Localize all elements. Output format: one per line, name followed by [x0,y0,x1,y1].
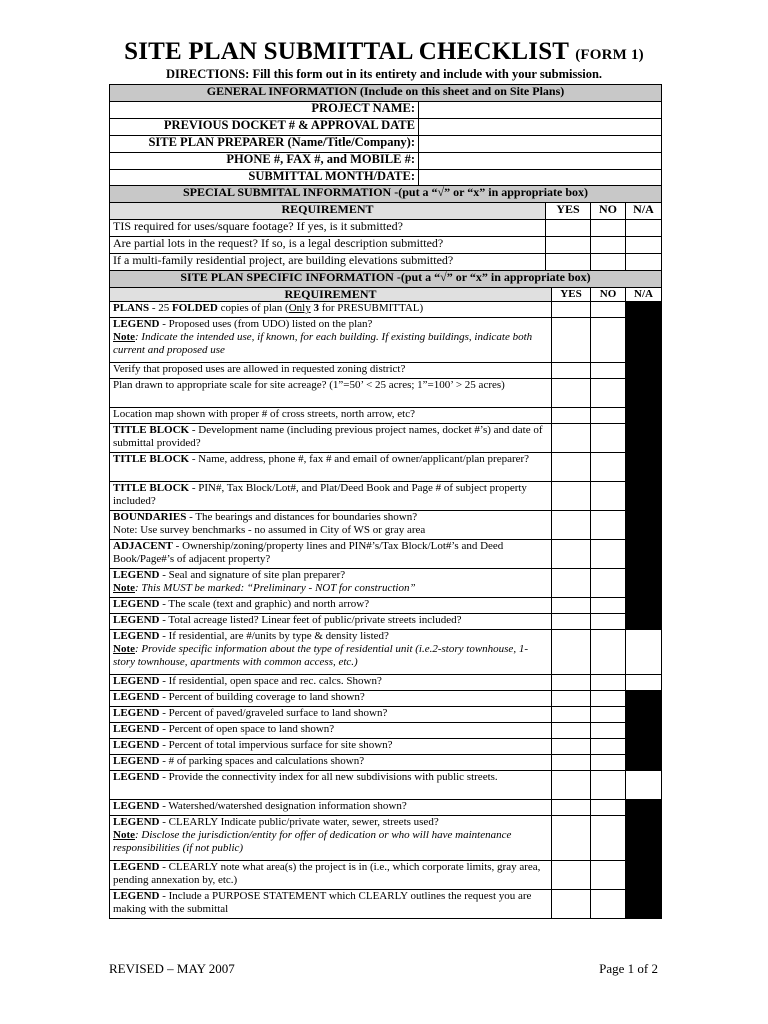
req-keyword: TITLE BLOCK [113,453,190,465]
checkbox-yes[interactable] [552,511,591,540]
site-plan-specific-table [109,270,662,919]
checkbox-yes[interactable] [552,302,591,318]
checkbox-no[interactable] [591,723,626,739]
req-title-block-contact [110,453,552,482]
req-text: - Seal and signature of site plan preparer? [159,569,346,581]
note-keyword: Note [113,331,135,343]
req-keyword: LEGEND [113,630,160,642]
req-keyword: LEGEND [113,723,160,735]
req-text: for PRESUBMITTAL) [318,302,424,314]
req-text: - 25 [149,302,172,314]
req-keyword: LEGEND [113,598,160,610]
req-text: - If residential, open space and rec. calcs. Shown? [159,675,382,687]
req-legend-purpose [110,890,552,919]
req-legend-scale [110,598,552,614]
req-text: - Percent of building coverage to land shown? [159,691,365,703]
special-row-lots: Are partial lots in the request? If so, is a legal description submitted? [110,237,546,254]
req-keyword: LEGEND [113,890,160,902]
special-row-tis: TIS required for uses/square footage? If yes, is it submitted? [110,220,546,237]
checkbox-yes[interactable] [552,569,591,598]
revised-date: REVISED – MAY 2007 [109,961,235,976]
col-na: N/A [626,203,662,220]
req-text: - Percent of paved/graveled surface to land shown? [159,707,388,719]
project-name-label: PROJECT NAME: [110,102,419,119]
na-blocked [626,511,662,540]
preparer-field[interactable] [419,136,662,153]
na-blocked [626,691,662,707]
checkbox-no[interactable] [591,379,626,408]
note-keyword: Note [113,643,135,655]
checkbox-na[interactable] [626,220,662,237]
req-text: - Percent of total impervious surface for site shown? [159,739,393,751]
checkbox-yes[interactable] [552,771,591,800]
submittal-date-field[interactable] [419,170,662,187]
req-legend-acreage [110,614,552,630]
req-keyword: LEGEND [113,318,160,330]
req-keyword: BOUNDARIES [113,511,187,523]
specific-header: SITE PLAN SPECIFIC INFORMATION -(put a “√” or “x” in appropriate box) [110,271,662,288]
req-keyword: LEGEND [113,755,160,767]
checkbox-yes[interactable] [552,614,591,630]
na-blocked [626,739,662,755]
req-zoning: Verify that proposed uses are allowed in requested zoning district? [110,363,552,379]
checkbox-no[interactable] [591,237,626,254]
req-title-block-name [110,424,552,453]
checkbox-yes[interactable] [552,675,591,691]
req-plans [110,302,552,318]
submittal-date-label: SUBMITTAL MONTH/DATE: [110,170,419,187]
checkbox-no[interactable] [591,675,626,691]
note-text: : Provide specific information about the type of residential unit (i.e.2-story townhouse, 1-story townhouse, apartments with common access, etc.) [113,643,528,668]
req-keyword: LEGEND [113,614,160,626]
checkbox-yes[interactable] [552,408,591,424]
checkbox-yes[interactable] [552,363,591,379]
req-keyword: PLANS [113,302,150,314]
checkbox-no[interactable] [591,739,626,755]
na-blocked [626,540,662,569]
checkbox-yes[interactable] [552,318,591,363]
page-number: Page 1 of 2 [599,961,658,976]
req-keyword: ADJACENT [113,540,173,552]
checkbox-yes[interactable] [546,220,591,237]
req-keyword: FOLDED [171,302,218,314]
checkbox-na[interactable] [626,237,662,254]
checkbox-no[interactable] [591,890,626,919]
checkbox-no[interactable] [591,511,626,540]
req-text: - Proposed uses (from UDO) listed on the plan? [159,318,373,330]
col-requirement: REQUIREMENT [110,203,546,220]
special-header: SPECIAL SUBMITAL INFORMATION -(put a “√” or “x” in appropriate box) [110,186,662,203]
checkbox-yes[interactable] [552,540,591,569]
req-text: - Name, address, phone #, fax # and email of owner/applicant/plan preparer? [189,453,530,465]
na-blocked [626,363,662,379]
checkbox-yes[interactable] [552,691,591,707]
note-text: : This MUST be marked: “Preliminary - NOT for construction” [135,582,416,594]
col-requirement: REQUIREMENT [110,288,552,302]
req-text: - CLEARLY Indicate public/private water, sewer, streets used? [159,816,439,828]
note-keyword: Note [113,582,135,594]
checkbox-yes[interactable] [552,598,591,614]
checkbox-no[interactable] [591,816,626,861]
na-blocked [626,800,662,816]
checkbox-yes[interactable] [552,453,591,482]
req-keyword: LEGEND [113,771,160,783]
req-legend-open-space [110,675,552,691]
req-text: - Provide the connectivity index for all new subdivisions with public streets. [159,771,498,783]
note-text: : Indicate the intended use, if known, for each building. If existing buildings, indicate both current and proposed use [113,331,533,356]
req-legend-paved [110,707,552,723]
note-text: : Disclose the jurisdiction/entity for offer of dedication or who will have maintenance responsibilities (if not public) [113,829,512,854]
req-legend-connectivity [110,771,552,800]
checkbox-no[interactable] [591,691,626,707]
checkbox-no[interactable] [591,630,626,675]
req-legend-open-space-pct [110,723,552,739]
req-text: - Watershed/watershed designation information shown? [159,800,407,812]
col-yes: YES [546,203,591,220]
checkbox-yes[interactable] [552,816,591,861]
col-no: NO [591,288,626,302]
checkbox-yes[interactable] [552,739,591,755]
req-scale: Plan drawn to appropriate scale for site acreage? (1”=50’ < 25 acres; 1”=100’ > 25 acres) [110,379,552,408]
req-text: - If residential, are #/units by type & density listed? [159,630,389,642]
req-text: Note: Use survey benchmarks - no assumed in City of WS or gray area [113,524,426,536]
page-title [0,38,768,66]
checkbox-yes[interactable] [552,755,591,771]
req-keyword: LEGEND [113,739,160,751]
checkbox-yes[interactable] [552,630,591,675]
req-text: - Total acreage listed? Linear feet of public/private streets included? [159,614,462,626]
req-legend-seal [110,569,552,598]
na-blocked [626,816,662,861]
checkbox-na[interactable] [626,630,662,675]
na-blocked [626,614,662,630]
req-title-block-pin [110,482,552,511]
req-text: - Development name (including previous project names, docket #’s) and date of submittal provided? [113,424,543,449]
req-keyword: LEGEND [113,816,160,828]
checkbox-yes[interactable] [552,861,591,890]
checkbox-no[interactable] [591,707,626,723]
checkbox-yes[interactable] [546,237,591,254]
na-blocked [626,569,662,598]
checkbox-no[interactable] [591,800,626,816]
special-row-elevations: If a multi-family residential project, are building elevations submitted? [110,254,546,271]
na-blocked [626,424,662,453]
req-legend-residential-units [110,630,552,675]
req-keyword: TITLE BLOCK [113,424,190,436]
req-text: - Ownership/zoning/property lines and PIN#’s/Tax Block/Lot#’s and Deed Book/Page#’s of adjacent property? [113,540,504,565]
req-keyword: TITLE BLOCK [113,482,190,494]
general-header: GENERAL INFORMATION (Include on this sheet and on Site Plans) [110,85,662,102]
checkbox-no[interactable] [591,861,626,890]
special-submittal-table [109,185,662,271]
req-adjacent [110,540,552,569]
req-legend-area [110,861,552,890]
na-blocked [626,723,662,739]
checkbox-yes[interactable] [552,424,591,453]
checkbox-no[interactable] [591,318,626,363]
checkbox-no[interactable] [591,598,626,614]
req-legend-parking [110,755,552,771]
checkbox-no[interactable] [591,614,626,630]
checkbox-yes[interactable] [552,800,591,816]
checkbox-na[interactable] [626,675,662,691]
checkbox-no[interactable] [591,771,626,800]
na-blocked [626,598,662,614]
req-keyword: LEGEND [113,707,160,719]
checkbox-no[interactable] [591,482,626,511]
checkbox-no[interactable] [591,453,626,482]
req-keyword: 3 [313,302,319,314]
general-info-table [109,84,662,187]
req-keyword: LEGEND [113,675,160,687]
req-legend-building-coverage [110,691,552,707]
na-blocked [626,408,662,424]
req-text: copies of plan ( [217,302,289,314]
checkbox-na[interactable] [626,254,662,271]
col-na: N/A [626,288,662,302]
col-no: NO [591,203,626,220]
req-boundaries [110,511,552,540]
preparer-label: SITE PLAN PREPARER (Name/Title/Company): [110,136,419,153]
form-label: (FORM 1) [575,47,644,63]
docket-field[interactable] [419,119,662,136]
req-legend-utilities [110,816,552,861]
checkbox-yes[interactable] [552,482,591,511]
req-keyword: LEGEND [113,861,160,873]
req-text: - The bearings and distances for boundaries shown? [186,511,418,523]
req-legend-watershed [110,800,552,816]
checkbox-no[interactable] [591,540,626,569]
checkbox-no[interactable] [591,302,626,318]
req-legend-impervious [110,739,552,755]
note-keyword: Note [113,829,135,841]
checkbox-no[interactable] [591,755,626,771]
checkbox-yes[interactable] [552,890,591,919]
na-blocked [626,379,662,408]
na-blocked [626,755,662,771]
phone-field[interactable] [419,153,662,170]
req-text: - Include a PURPOSE STATEMENT which CLEARLY outlines the request you are making with the submittal [113,890,532,915]
req-underline: Only [288,302,311,314]
req-keyword: LEGEND [113,569,160,581]
req-text: - Percent of open space to land shown? [159,723,335,735]
col-yes: YES [552,288,591,302]
req-text: - PIN#, Tax Block/Lot#, and Plat/Deed Book and Page # of subject property included? [113,482,527,507]
checkbox-yes[interactable] [552,723,591,739]
checkbox-no[interactable] [591,363,626,379]
checkbox-no[interactable] [591,254,626,271]
checkbox-no[interactable] [591,569,626,598]
phone-label: PHONE #, FAX #, and MOBILE #: [110,153,419,170]
req-text: - CLEARLY note what area(s) the project is in (i.e., which corporate limits, gray area, pending annexation by, etc.) [113,861,541,886]
na-blocked [626,302,662,318]
checkbox-yes[interactable] [546,254,591,271]
title-text: SITE PLAN SUBMITTAL CHECKLIST [124,38,569,65]
checkbox-yes[interactable] [552,379,591,408]
checkbox-no[interactable] [591,408,626,424]
req-text: - # of parking spaces and calculations shown? [159,755,365,767]
na-blocked [626,707,662,723]
na-blocked [626,890,662,919]
directions: DIRECTIONS: Fill this form out in its entirety and include with your submission. [165,67,603,81]
na-blocked [626,482,662,511]
checkbox-yes[interactable] [552,707,591,723]
project-name-field[interactable] [419,102,662,119]
na-blocked [626,453,662,482]
checkbox-na[interactable] [626,771,662,800]
req-keyword: LEGEND [113,691,160,703]
req-legend-uses [110,318,552,363]
req-keyword: LEGEND [113,800,160,812]
na-blocked [626,861,662,890]
req-location-map: Location map shown with proper # of cross streets, north arrow, etc? [110,408,552,424]
req-text: - The scale (text and graphic) and north arrow? [159,598,370,610]
docket-label: PREVIOUS DOCKET # & APPROVAL DATE [110,119,419,136]
na-blocked [626,318,662,363]
checkbox-no[interactable] [591,424,626,453]
checkbox-no[interactable] [591,220,626,237]
